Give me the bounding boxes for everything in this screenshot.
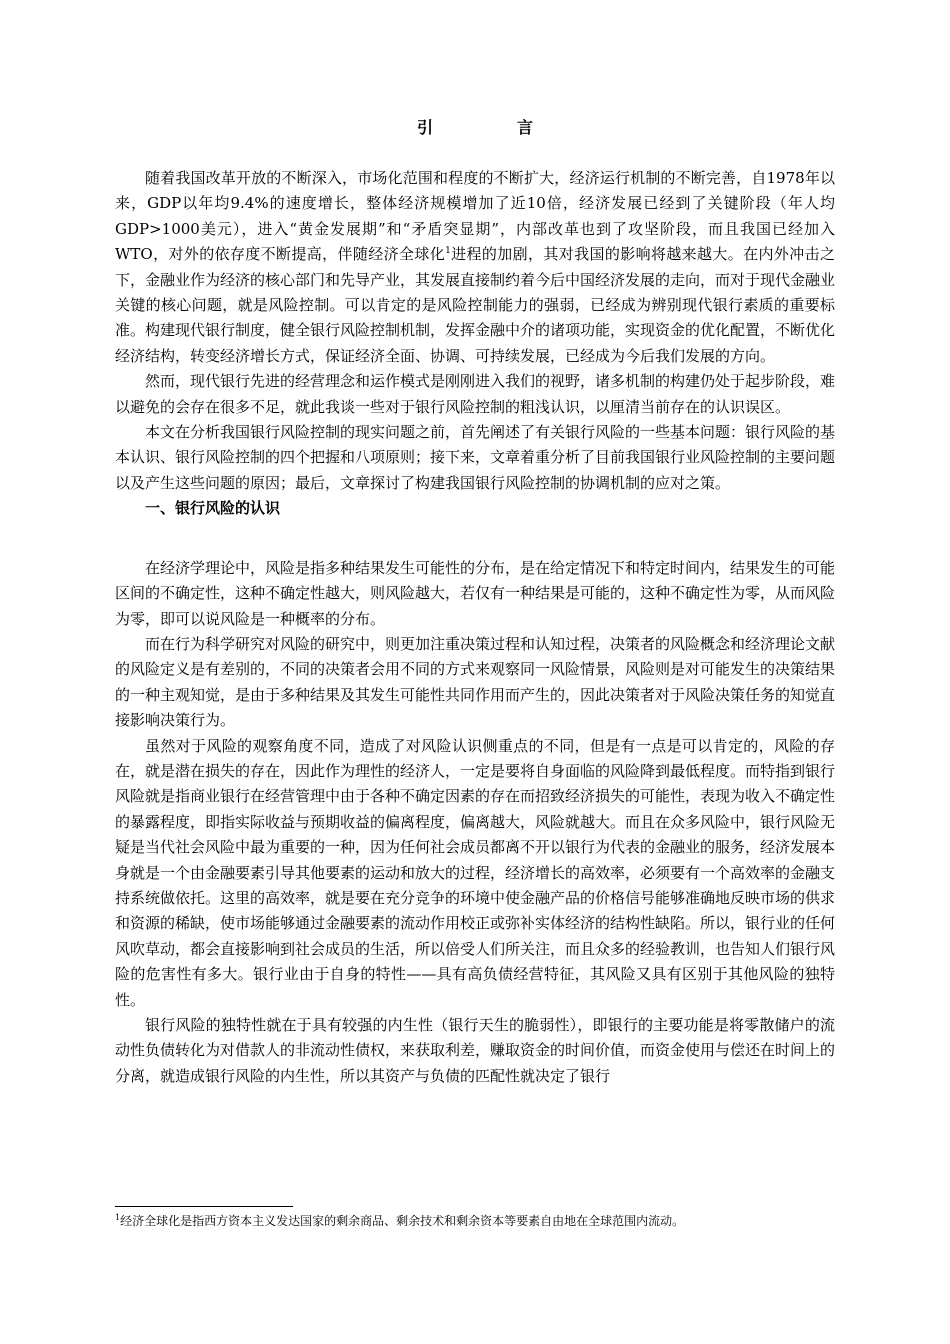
intro-paragraph-2: 然而，现代银行先进的经营理念和运作模式是刚刚进入我们的视野，诸多机制的构建仍处于起步阶段，难以避免的会存在很多不足，就此我谈一些对于银行风险控制的粗浅认识，以厘清当前存在的认识误区。 [115,372,836,416]
footnote [115,1212,835,1230]
page-title: 引 言 [416,118,567,137]
intro-paragraph-1-text-cont: 进程的加剧，其对我国的影响将越来越大。在内外冲击之下，金融业作为经济的核心部门和先导产业，其发展直接制约着今后中国经济发展的走向，而对于现代金融业关键的核心问题，就是风险控制。可以肯定的是风险控制能力的强弱，已经成为辨别现代银行素质的重要标准。构建现代银行制度，健全银行风险控制机制，发挥金融中介的诸项功能，实现资金的优化配置，不断优化经济结构，转变经济增长方式，保证经济全面、协调、可持续发展，已经成为今后我们发展的方向。 [115,245,836,365]
footnote-mark: 1 [115,1213,121,1222]
section-gap [115,522,835,556]
intro-paragraph-3: 本文在分析我国银行风险控制的现实问题之前，首先阐述了有关银行风险的一些基本问题：银行风险的基本认识、银行风险控制的四个把握和八项原则；接下来，文章着重分析了目前我国银行业风险控制的主要问题以及产生这些问题的原因；最后，文章探讨了构建我国银行风险控制的协调机制的应对之策。 [115,423,836,492]
footnote-divider [115,1206,293,1207]
intro-paragraph-1 [115,166,835,369]
footnote-reference[interactable]: 1 [445,246,451,257]
section-paragraph-2: 而在行为科学研究对风险的研究中，则更加注重决策过程和认知过程，决策者的风险概念和经济理论文献的风险定义是有差别的，不同的决策者会用不同的方式来观察同一风险情景，风险则是对可能发生的决策结果的一种主观知觉，是由于多种结果及其发生可能性共同作用而产生的，因此决策者对于风险决策任务的知觉直接影响决策行为。 [115,634,836,730]
footnote-text: 经济全球化是指西方资本主义发达国家的剩余商品、剩余技术和剩余资本等要素自由地在全球范围内流动。 [120,1214,685,1228]
section-paragraph-3: 虽然对于风险的观察角度不同，造成了对风险认识侧重点的不同，但是有一点是可以肯定的，风险的存在，就是潜在损失的存在，因此作为理性的经济人，一定是要将自身面临的风险降到最低程度。而特指到银行风险就是指商业银行在经营管理中由于各种不确定因素的存在而招致经济损失的可能性，表现为收入不确定性的暴露程度，即指实际收益与预期收益的偏离程度，偏离越大，风险就越大。而且在众多风险中，银行风险无疑是当代社会风险中最为重要的一种，因为任何社会成员都离不开以银行为代表的金融业的服务，经济发展本身就是一个由金融要素引导其他要素的运动和放大的过程，经济增长的高效率，必须要有一个高效率的金融支持系统做依托。这里的高效率，就是要在充分竞争的环境中使金融产品的价格信号能够准确地反映市场的供求和资源的稀缺，使市场能够通过金融要素的流动作用校正或弥补实体经济的结构性缺陷。所以，银行业的任何风吹草动，都会直接影响到社会成员的生活，所以倍受人们所关注，而且众多的经验教训，也告知人们银行风险的危害性有多大。银行业由于自身的特性——具有高负债经营特征，其风险又具有区别于其他风险的独特性。 [115,736,836,1009]
section-heading: 一、银行风险的认识 [145,499,281,518]
section-paragraph-1: 在经济学理论中，风险是指多种结果发生可能性的分布，是在给定情况下和特定时间内，结果发生的可能区间的不确定性，这种不确定性越大，则风险越大，若仅有一种结果是可能的，这种不确定性为零，从而风险为零，即可以说风险是一种概率的分布。 [115,558,836,628]
document-body [115,166,835,1089]
intro-paragraph-1-text: 随着我国改革开放的不断深入，市场化范围和程度的不断扩大，经济运行机制的不断完善，自1978年以来，GDP以年均9.4%的速度增长，整体经济规模增加了近10倍，经济发展已经到了关键阶段（年人均GDP>1000美元），进入“黄金发展期”和“矛盾突显期”，内部改革也到了攻坚阶段，而且我国已经加入WTO，对外的依存度不断提高，伴随经济全球化 [115,169,835,264]
section-paragraph-4: 银行风险的独特性就在于具有较强的内生性（银行天生的脆弱性），即银行的主要功能是将零散储户的流动性负债转化为对借款人的非流动性债权，来获取利差，赚取资金的时间价值，而资金使用与偿还在时间上的分离，就造成银行风险的内生性，所以其资产与负债的匹配性就决定了银行 [115,1016,836,1085]
